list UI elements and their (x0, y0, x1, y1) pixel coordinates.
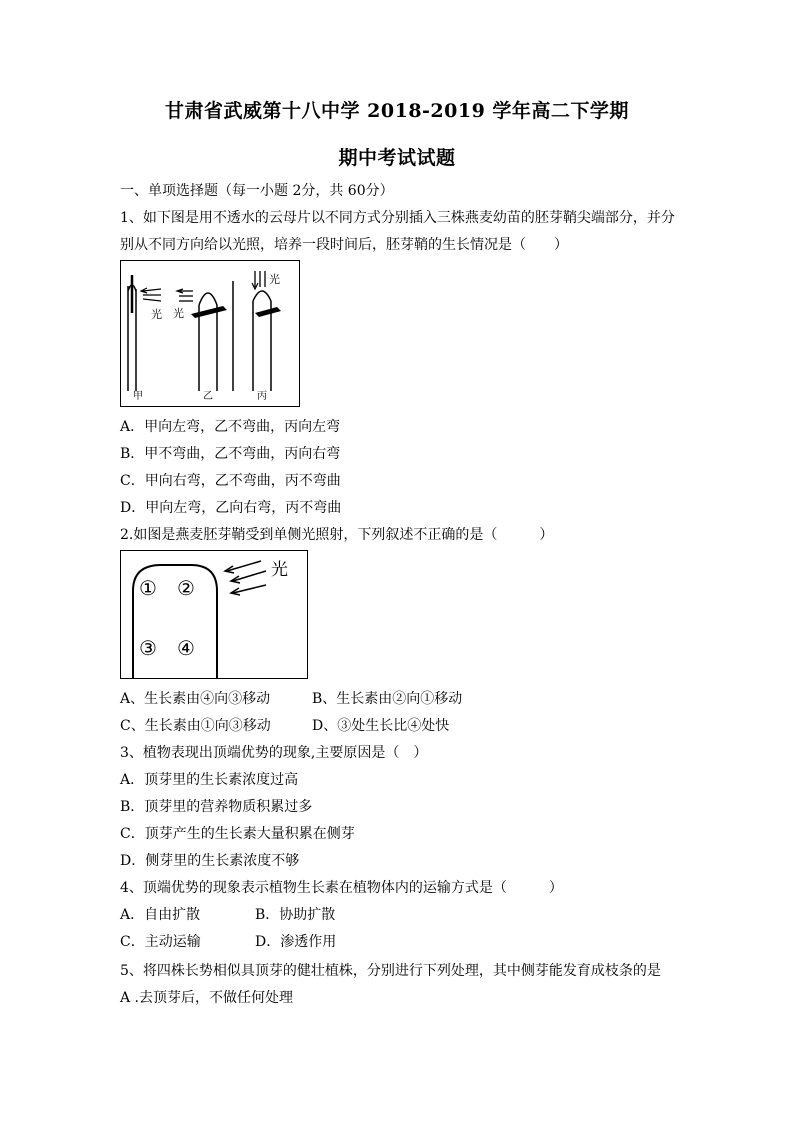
q2-figure (120, 550, 308, 679)
light-arrows-yi (177, 289, 193, 301)
seedling-yi (191, 293, 227, 391)
q1-light-label-1: 光 (151, 308, 162, 321)
page-subtitle: 期中考试试题 (338, 147, 456, 169)
q1-figure (120, 260, 300, 407)
q3-option-b: B．顶芽里的营养物质积累过多 (120, 799, 313, 815)
q1-option-a: A．甲向左弯，乙不弯曲，丙向左弯 (120, 419, 341, 435)
q2-marker-1: ① (139, 576, 157, 600)
q2-option-b: B、生长素由②向①移动 (312, 691, 463, 707)
q2-option-c: C、生长素由①向③移动 (120, 718, 271, 734)
q3-option-a: A．顶芽里的生长素浓度过高 (120, 772, 299, 788)
q2-option-a: A、生长素由④向③移动 (120, 691, 271, 707)
q5-stem: 5、将四株长势相似具顶芽的健壮植株，分别进行下列处理，其中侧芽能发育成枝条的是 (120, 963, 661, 979)
light-arrows-bing (252, 271, 265, 289)
q1-stem-line2: 别从不同方向给以光照，培养一段时间后，胚芽鞘的生长情况是（ ） (120, 237, 568, 253)
light-arrows-jia (141, 288, 161, 301)
q2-stem: 2.如图是燕麦胚芽鞘受到单侧光照射，下列叙述不正确的是（ ） (120, 527, 554, 543)
seedling-jia (128, 275, 136, 391)
q3-stem: 3、植物表现出顶端优势的现象,主要原因是（ ） (120, 745, 428, 761)
q2-marker-3: ③ (139, 636, 157, 660)
q4-option-a: A．自由扩散 (120, 907, 201, 923)
q1-light-label-3: 光 (269, 273, 280, 286)
q2-light-arrows (225, 561, 266, 595)
q5-option-a: A .去顶芽后，不做任何处理 (120, 990, 294, 1006)
q2-light-label: 光 (271, 560, 288, 580)
q4-stem: 4、顶端优势的现象表示植物生长素在植物体内的运输方式是（ ） (120, 880, 563, 896)
section-heading: 一、单项选择题（每一小题 2分，共 60分） (120, 183, 394, 199)
q4-option-d: D．渗透作用 (255, 934, 337, 950)
q1-figure-drawing (121, 261, 299, 406)
q3-option-c: C．顶芽产生的生长素大量积累在侧芽 (120, 826, 355, 842)
q2-figure-drawing (121, 551, 307, 678)
q1-option-b: B．甲不弯曲，乙不弯曲，丙向右弯 (120, 446, 341, 462)
q2-marker-4: ④ (177, 636, 195, 660)
q1-option-c: C．甲向右弯，乙不弯曲，丙不弯曲 (120, 473, 341, 489)
page-title: 甘肃省武威第十八中学 2018-2019 学年高二下学期 (165, 100, 629, 122)
q3-option-d: D．侧芽里的生长素浓度不够 (120, 853, 300, 869)
q1-label-bing: 丙 (257, 391, 267, 402)
q1-light-label-2: 光 (173, 307, 184, 320)
seedling-bing (253, 291, 281, 391)
q1-label-jia: 甲 (133, 391, 143, 402)
q1-label-yi: 乙 (203, 391, 213, 402)
q1-stem-line1: 1、如下图是用不透水的云母片以不同方式分别插入三株燕麦幼苗的胚芽鞘尖端部分，并分 (120, 210, 675, 226)
q2-marker-2: ② (177, 576, 195, 600)
q1-option-d: D．甲向左弯，乙向右弯，丙不弯曲 (120, 500, 342, 516)
q4-option-c: C．主动运输 (120, 934, 201, 950)
q4-option-b: B．协助扩散 (255, 907, 336, 923)
q2-option-d: D、③处生长比④处快 (312, 718, 450, 734)
